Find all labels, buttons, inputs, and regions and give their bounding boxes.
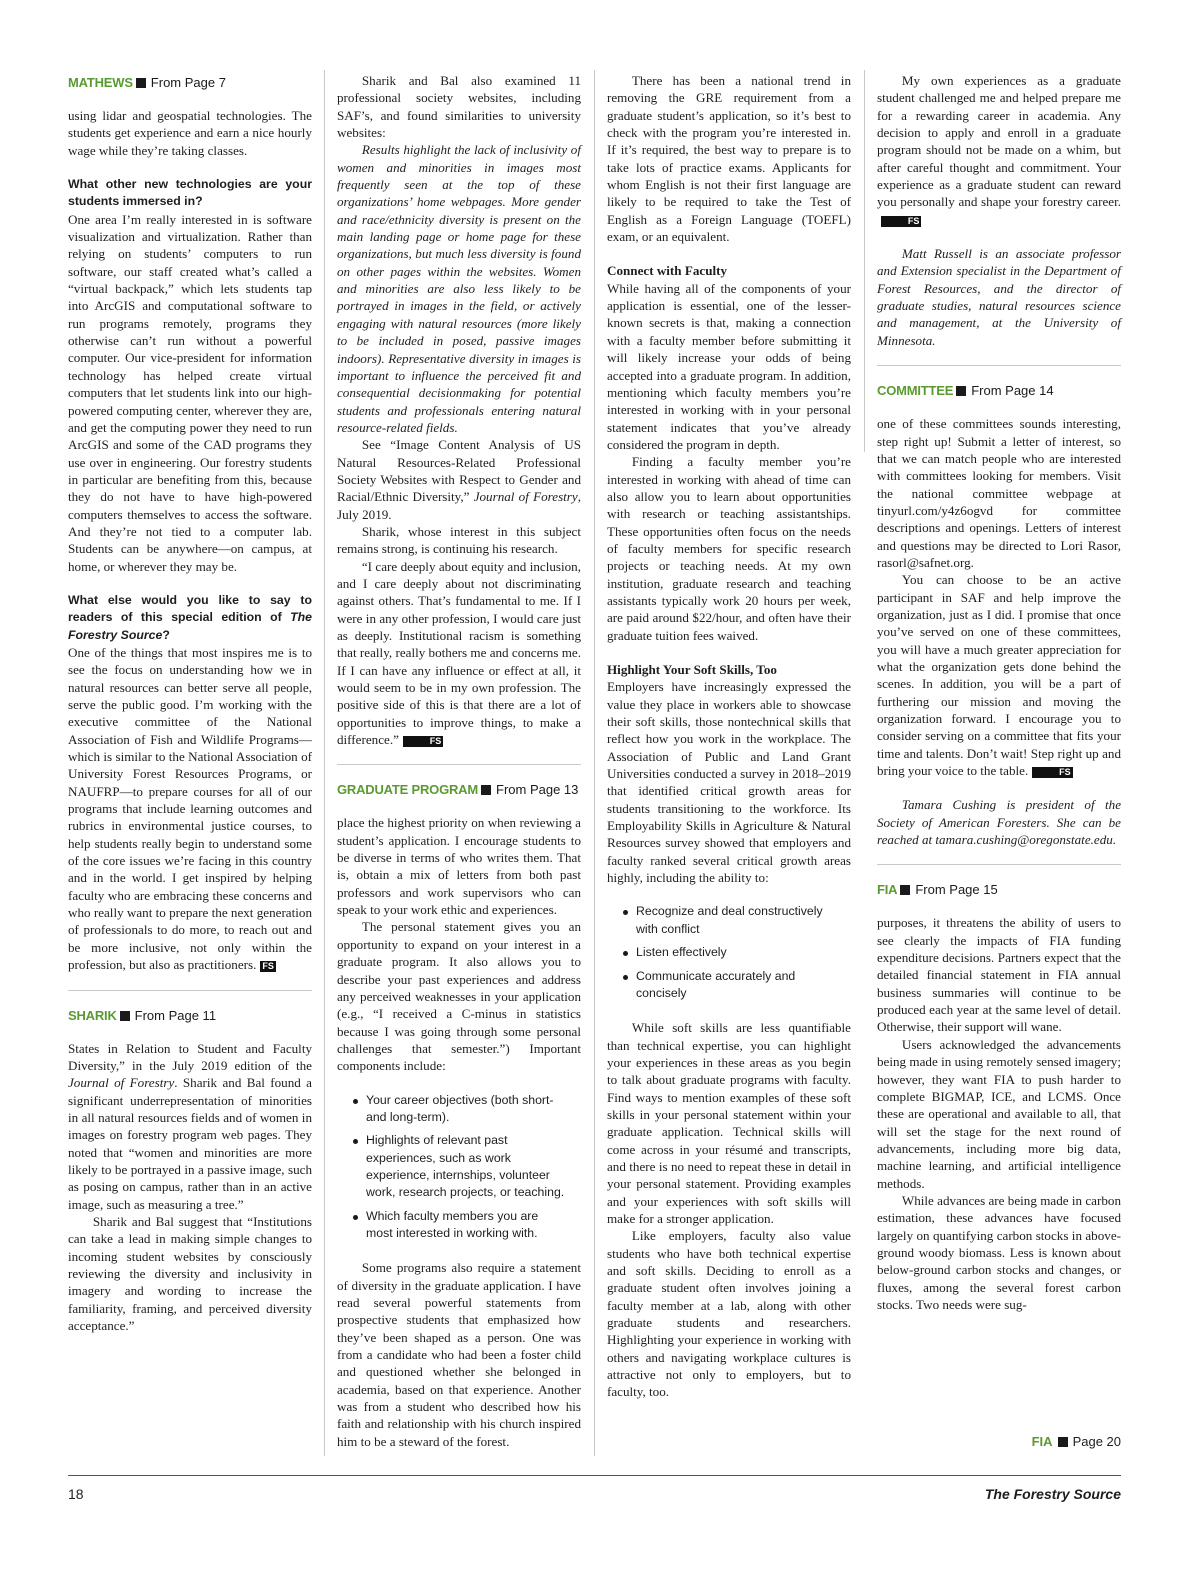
paragraph: The personal statement gives you an opportunity to expand on your interest in a graduate program. It also allows you to describe your past experiences and address any perceived weaknesses in your application (e.g., “I received a C-minus in statistics because I was going through some personal challenges that semester.”) Important components include: [337, 919, 581, 1074]
paragraph-text: You can choose to be an active participant in SAF and help improve the organization, just as I did. I promise that once you’ve served on one of these committees, you will have a much greater appreciation for what the organization gets done behind the scenes. In addition, you will be a part of furthering our mission and moving the organization forward. I encourage you to consider serving on a committee that fits your time and talents. Don’t wait! Step right up and bring your voice to the table. [877, 572, 1121, 779]
paragraph: While soft skills are less quantifiable than technical expertise, you can highlight your experiences in these areas as you begin to talk about graduate programs with faculty. Find ways to mention examples of these soft skills in your personal statement within your graduate application. Technical skills will come across in your résumé and transcripts, and there is no need to repeat these in detail in your personal statement. Providing examples and your experiences with soft skills will make for a stronger application. [607, 1020, 851, 1226]
publication-title: The Forestry Source [984, 1486, 1121, 1502]
subheading: Highlight Your Soft Skills, Too [607, 662, 777, 677]
paragraph: Finding a faculty member you’re interested in working with ahead of time can also allow you to learn about opportunities with research or teaching assistantships. These opportunities often focus on the needs of faculty members for specific research projects or teaching needs. At my own institution, graduate research and teaching assistants typically work 20 hours per week, are paid around $22/hour, and often have their graduate tuition fees waived. [607, 454, 851, 643]
column-2 [337, 72, 581, 1450]
paragraph: purposes, it threatens the ability of users to see clearly the impacts of FIA funding expenditure decisions. Partners expect that the detailed financial statement in FIA annual business summaries will continue to be produced each year at the same level of detail. Otherwise, their support will wane. [877, 915, 1121, 1035]
block-quote: Results highlight the lack of inclusivity of women and minorities in images most frequently seen at the top of these organizations’ home webpages. More gender and race/ethnicity diversity is present on the main landing page or home page for these organizations, but much less diversity is found on other pages within the websites. Women and minorities are also less likely to be portrayed in images in the field, or actively engaging with natural resources (more likely to be included in posed, passive images indoors). Representative diversity in images is important to influence the perceived fit and consequential decisionmaking for potential students and professionals entering natural resource-related fields. [337, 142, 581, 435]
footer-rule [68, 1475, 1121, 1476]
paragraph: one of these committees sounds interesting, step right up! Submit a letter of interest, so that we can match people who are interested with committees looking for members. Visit the national committee webpage at tinyurl.com/y4z6ogvd for committee descriptions and openings. Letters of interest and questions may be directed to Lori Rasor, rasorl@safnet.org. [877, 416, 1121, 570]
paragraph: While having all of the components of your application is essential, one of the lesser-known secrets is that, making a connection with a faculty member before submitting it will likely increase your odds of being accepted into a graduate program. In addition, mentioning which faculty members you’re interested in working with in your personal statement indicates that you’ve already considered the program in depth. [607, 280, 851, 452]
paragraph-text: See “Image Content Analysis of US Natural Resources-Related Professional Society Websites with Respect to Gender and Racial/Ethnic Diversity,” [337, 437, 581, 505]
paragraph: Employers have increasingly expressed the value they place in workers able to showcase their soft skills, those nontechnical skills that reflect how you work in the workplace. The Association of Public and Land Grant Universities conducted a survey in 2018–2019 that identified critical growth areas for students transitioning to the workforce. Its Employability Skills in Agriculture & Natural Resources survey showed that employers and faculty ranked several critical growth areas highly, including the ability to: [607, 679, 851, 886]
section-divider [877, 864, 1121, 865]
section-divider [68, 990, 312, 991]
author-byline: Tamara Cushing is president of the Society of American Foresters. She can be reached at tamara.cushing@oregonstate.edu. [877, 797, 1121, 848]
jump-head-from: From Page 11 [134, 1007, 217, 1023]
paragraph: Sharik and Bal also examined 11 professional society websites, including SAF’s, and found similarities to university websites: [337, 73, 581, 141]
jump-head-sharik [68, 1005, 312, 1040]
paragraph: One area I’m really interested in is software visualization and virtualization. Rather than relying on students’ computers to run software, our staff created what’s called a “virtual backpack,” which lets students tap into ArcGIS and computational software to run programs remotely, programs they otherwise can’t run without a powerful computer. Our vice-president for information technology has helped create virtual computers that let students link into our high-powered computing center, wherever they are, and get the computing power they need to run ArcGIS and some of the CAD programs they use over in engineering. Our forestry students in particular are benefiting from this, because they do not have to have high-powered computers themselves to access the software. And they’re not tied to a computer lab. Students can be anywhere—on campus, at home, or wherever they may be. [68, 211, 312, 574]
paragraph: There has been a national trend in removing the GRE requirement from a graduate student’s application, so it’s best to check with the program you’re interested in. If it’s required, the best way to prepare is to take lots of practice exams. Applicants for whom English is not their first language are likely to be required to take the Test of English as a Foreign Language (TOEFL) exam, or an equivalent. [607, 73, 851, 245]
jump-head-key: SHARIK [68, 1007, 117, 1023]
square-bullet-icon [956, 386, 966, 396]
square-bullet-icon [120, 1011, 130, 1021]
column-3 [607, 72, 851, 1401]
paragraph [877, 72, 1121, 228]
paragraph-text: , July 2019. [337, 489, 581, 522]
fs-end-mark-icon: FS [1032, 767, 1072, 778]
bullet-list [337, 1092, 581, 1243]
journal-name: Journal of Forestry [68, 1075, 175, 1091]
bullet-list [607, 903, 851, 1002]
paragraph: Like employers, faculty also value students who have both technical expertise and soft skills. Deciding to enroll as a graduate student often involves joining a faculty member at a lab, along with other graduate students and researchers. Highlighting your experience in working with others and navigating workplace cultures is attractive not only to employers, but to faculty, too. [607, 1228, 851, 1400]
square-bullet-icon [136, 78, 146, 88]
list-item: Your career objectives (both short- and long-term). [337, 1092, 566, 1127]
paragraph: Users acknowledged the advancements being made in using remotely sensed imagery; however, they want FIA to push harder to complete BIGMAP, ICE, and LCMS. Once these are operational and available to all, that will set the stage for the next round of advancements, including more big data, machine learning, and artificial intelligence methods. [877, 1036, 1121, 1191]
interview-question: What other new technologies are your students immersed in? [68, 177, 312, 209]
page-number: 18 [68, 1486, 84, 1502]
jump-head-from: From Page 7 [150, 75, 226, 90]
column-4 [877, 72, 1121, 1313]
paragraph [337, 558, 581, 749]
paragraph [68, 1040, 312, 1213]
column-divider [594, 70, 595, 1456]
continued-on-page [877, 1433, 1121, 1450]
paragraph: place the highest priority on when reviewing a student’s application. I encourage students to be diverse in terms of who writes them. That is, obtain a mix of letters from both past professors and work supervisors who can speak to your work ethic and experiences. [337, 815, 581, 918]
paragraph: Sharik, whose interest in this subject remains strong, is continuing his research. [337, 523, 581, 557]
jump-head-from: From Page 13 [496, 782, 579, 798]
square-bullet-icon [1058, 1437, 1068, 1447]
jump-head-from: From Page 15 [915, 882, 998, 898]
question-mark: ? [162, 627, 170, 642]
jump-key: FIA [1031, 1434, 1053, 1449]
question-text: What else would you like to say to readers of this special edition of [68, 592, 312, 625]
list-item: Communicate accurately and concisely [607, 968, 836, 1003]
list-item: Recognize and deal constructively with conflict [607, 903, 836, 938]
fs-end-mark-icon: FS [881, 216, 921, 227]
fs-end-mark-icon: FS [262, 961, 274, 972]
paragraph [68, 644, 312, 974]
journal-name: Journal of Forestry [473, 489, 578, 505]
square-bullet-icon [900, 885, 910, 895]
interview-question [68, 592, 312, 644]
column-1 [68, 72, 312, 1334]
paragraph: Some programs also require a statement of diversity in the graduate application. I have read several powerful statements from prospective students that emphasized how they’ve been shaped as a person. One was from a candidate who had been a foster child and questioned whether she belonged in academia, based on that experience. Another was from a student who described how his faith and relationship with his church inspired him to be a steward of the forest. [337, 1260, 581, 1449]
jump-head-key: FIA [877, 882, 898, 898]
jump-head-fia [877, 879, 1121, 914]
jump-target-page: Page 20 [1072, 1434, 1121, 1449]
paragraph-text: My own experiences as a graduate student challenged me and helped prepare me for a rewarding career in academia. Any decision to apply and enroll in a graduate program should not be made on a whim, but after careful thought and commitment. Your experience as a graduate student can reward you personally and shape your forestry career. [877, 73, 1121, 210]
paragraph: Sharik and Bal suggest that “Institutions can take a lead in making simple changes to incoming student websites by consciously reviewing the diversity and inclusivity in imagery and wording to increase the familiarity, framing, and perceived diversity acceptance.” [68, 1213, 312, 1333]
list-item: Highlights of relevant past experiences, such as work experience, internships, volunteer work, research projects, or teaching. [337, 1132, 566, 1201]
jump-head-key: MATHEWS [68, 75, 133, 90]
paragraph: using lidar and geospatial technologies. The students get experience and earn a nice hourly wage while they’re taking classes. [68, 108, 312, 158]
author-byline: Matt Russell is an associate professor and Extension specialist in the Department of Forest Resources, and the director of graduate studies, natural resources science and management, at the University of Minnesota. [877, 246, 1121, 348]
section-divider [877, 365, 1121, 366]
section-divider [337, 764, 581, 765]
fs-end-mark-icon: FS [403, 736, 443, 747]
jump-head-graduate-program [337, 779, 581, 814]
paragraph-text: . Sharik and Bal found a significant underrepresentation of minorities in all natural resources fields and of women in images on forestry program web pages. They noted that “women and minorities are more likely to be portrayed in a passive image, such as posing on campus, rather than in an active image, such as measuring a tree.” [68, 1075, 312, 1212]
list-item: Which faculty members you are most interested in working with. [337, 1208, 566, 1243]
paragraph-text: One of the things that most inspires me is to see the focus on understanding how we in natural resources can better serve all people, serve the public good. I’m working with the executive committee of the National Association of Fish and Wildlife Programs—which is similar to the National Association of University Forest Resources Programs, or NAUFRP—to prepare courses for all of our programs that include learning outcomes and rubrics in environmental justice courses, to help students really begin to understand some of the core issues we’re facing in this country and in the world. I get inspired by helping faculty who are embracing these concerns and who really want to prepare the next generation of professionals to do more, to reach out and be more inclusive, not only within the profession, but also as practitioners. [68, 644, 312, 973]
subheading: Connect with Faculty [607, 263, 728, 279]
paragraph-text: “I care deeply about equity and inclusion, and I care deeply about not discriminating against others. That’s fundamental to me. If I were in any other profession, I would care just as deeply. Institutional racism is something that really, really bothers me and concerns me. If I can have any influence or effect at all, it would seem to be in my own profession. The positive side of this is that there are a lot of opportunities to improve things, to make a difference.” [337, 558, 581, 748]
jump-head-mathews [68, 72, 312, 107]
column-divider [864, 70, 865, 452]
jump-head-committee [877, 380, 1121, 415]
paragraph-text: States in Relation to Student and Faculty Diversity,” in the July 2019 edition of the [68, 1040, 312, 1073]
paragraph [877, 571, 1121, 779]
jump-head-from: From Page 14 [971, 383, 1054, 399]
column-divider [324, 70, 325, 1456]
jump-head-key: GRADUATE PROGRAM [337, 782, 478, 798]
list-item: Listen effectively [607, 944, 836, 961]
paragraph [337, 436, 581, 523]
square-bullet-icon [481, 785, 491, 795]
paragraph: While advances are being made in carbon estimation, these advances have focused largely on quantifying carbon stocks in above-ground woody biomass. Less is known about below-ground carbon stocks and changes, or fluxes, among the several forest carbon stocks. Two needs were sug- [877, 1192, 1121, 1312]
publication-name: The Forestry Source [68, 610, 312, 642]
jump-head-key: COMMITTEE [877, 383, 954, 399]
